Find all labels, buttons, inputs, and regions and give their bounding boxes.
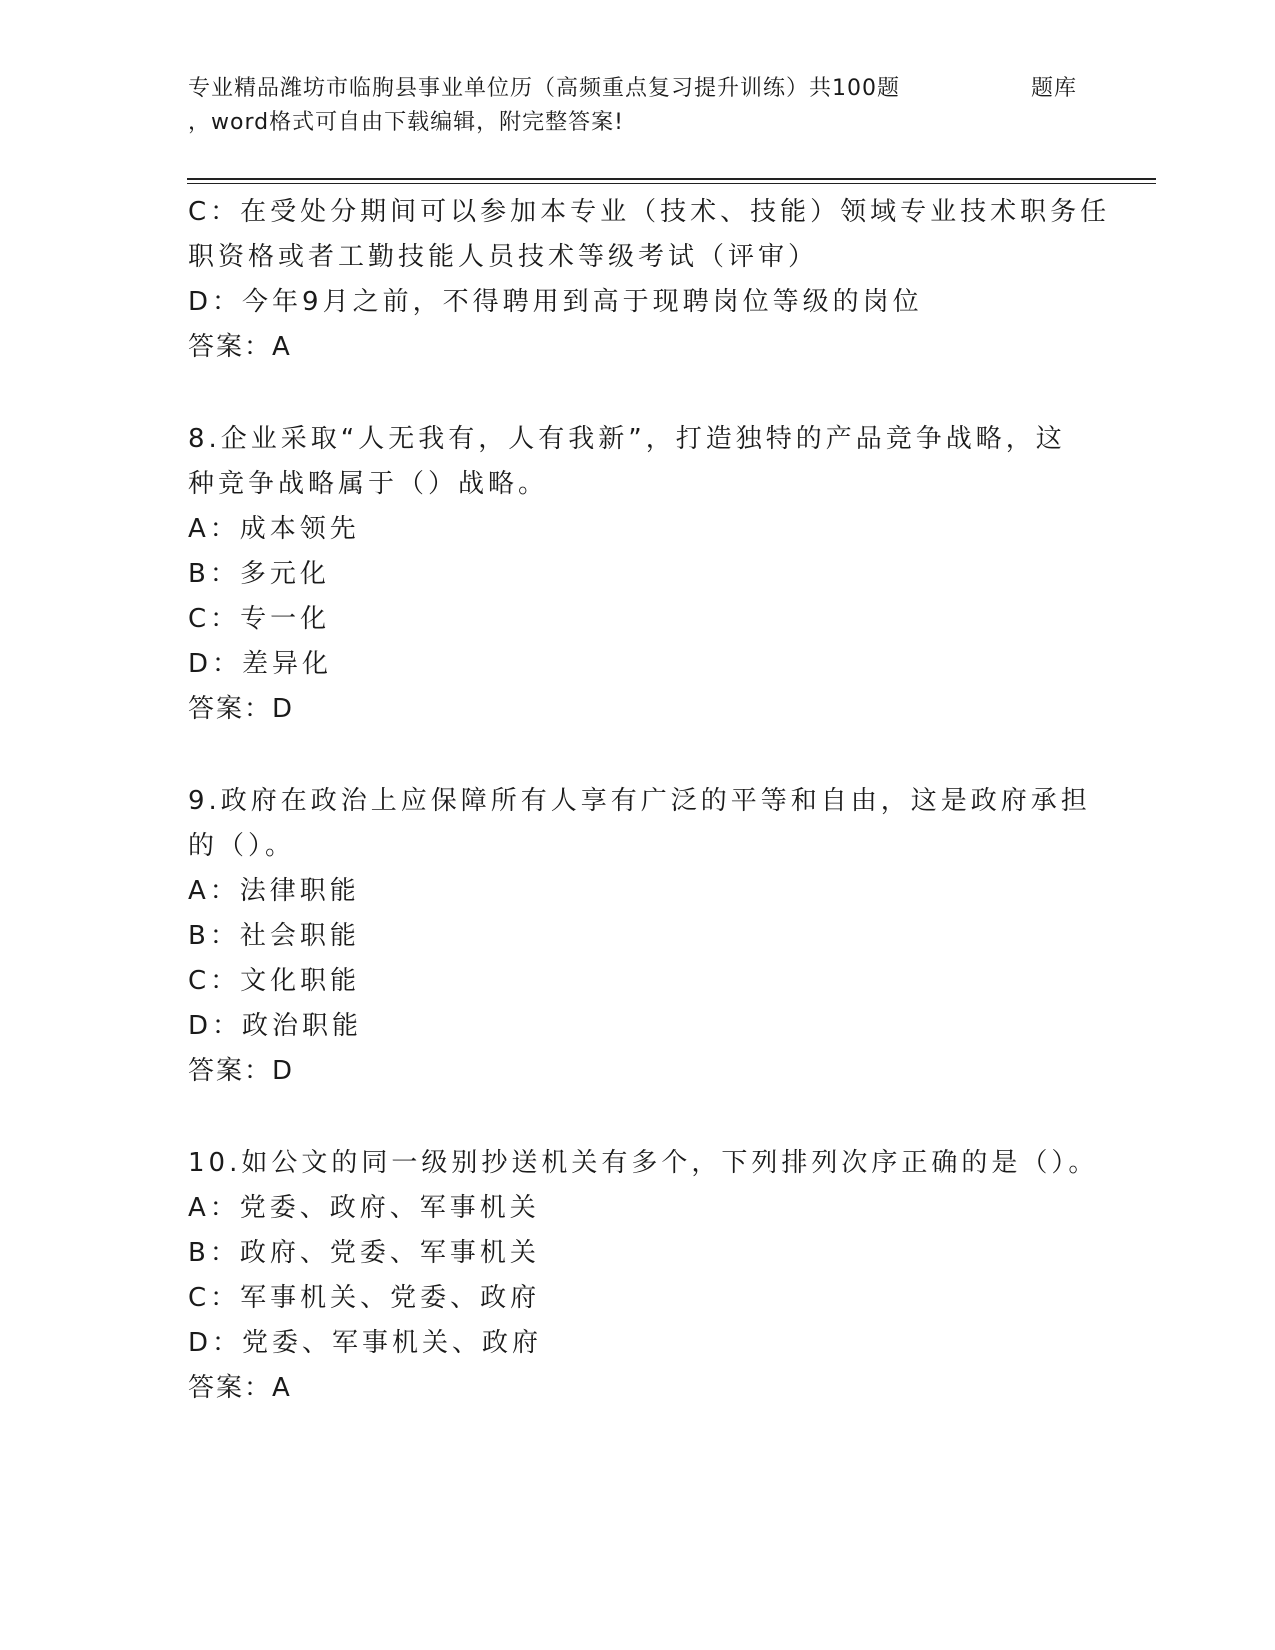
option-c: C：专一化 [188,604,331,634]
question-stem-line1: 9.政府在政治上应保障所有人享有广泛的平等和自由，这是政府承担 [188,786,1091,816]
header-tag: 题库 [1031,76,1078,101]
question-stem-line1: 10.如公文的同一级别抄送机关有多个，下列排列次序正确的是（）。 [188,1148,1099,1178]
header-divider-thick [187,178,1156,180]
option-b: B：多元化 [188,559,330,589]
header-title-line2: ，word格式可自由下载编辑，附完整答案! [188,110,624,135]
question-stem-line2: 种竞争战略属于（）战略。 [188,469,549,499]
option-c: C：文化职能 [188,966,361,996]
question-block-prev [188,190,1111,370]
answer: 答案：A [188,332,292,362]
option-a: A：成本领先 [188,514,360,544]
question-stem-line1: 8.企业采取“人无我有，人有我新”，打造独特的产品竞争战略，这 [188,424,1066,454]
question-stem-line2: 的（）。 [188,831,296,861]
answer: 答案：A [188,1373,292,1403]
option-d: D：今年9月之前，不得聘用到高于现聘岗位等级的岗位 [188,287,923,317]
question-list [188,190,1111,1411]
page-header [188,72,1088,140]
option-d: D：政治职能 [188,1011,363,1041]
question-block-8 [188,417,1088,732]
header-title-line1: 专业精品潍坊市临朐县事业单位历（高频重点复习提升训练）共100题 [188,76,900,101]
option-b: B：社会职能 [188,921,360,951]
option-a: A：党委、政府、军事机关 [188,1193,540,1223]
option-a: A：法律职能 [188,876,360,906]
option-d: D：党委、军事机关、政府 [188,1328,543,1358]
question-block-10 [188,1141,1099,1411]
option-c: C：军事机关、党委、政府 [188,1283,541,1313]
header-divider-thin [187,183,1156,184]
option-b: B：政府、党委、军事机关 [188,1238,540,1268]
question-block-9 [188,779,1091,1094]
answer: 答案：D [188,694,295,724]
option-c-line2: 职资格或者工勤技能人员技术等级考试（评审） [188,242,819,272]
option-d: D：差异化 [188,649,333,679]
answer: 答案：D [188,1056,295,1086]
option-c-line1: C：在受处分期间可以参加本专业（技术、技能）领域专业技术职务任 [188,197,1111,227]
